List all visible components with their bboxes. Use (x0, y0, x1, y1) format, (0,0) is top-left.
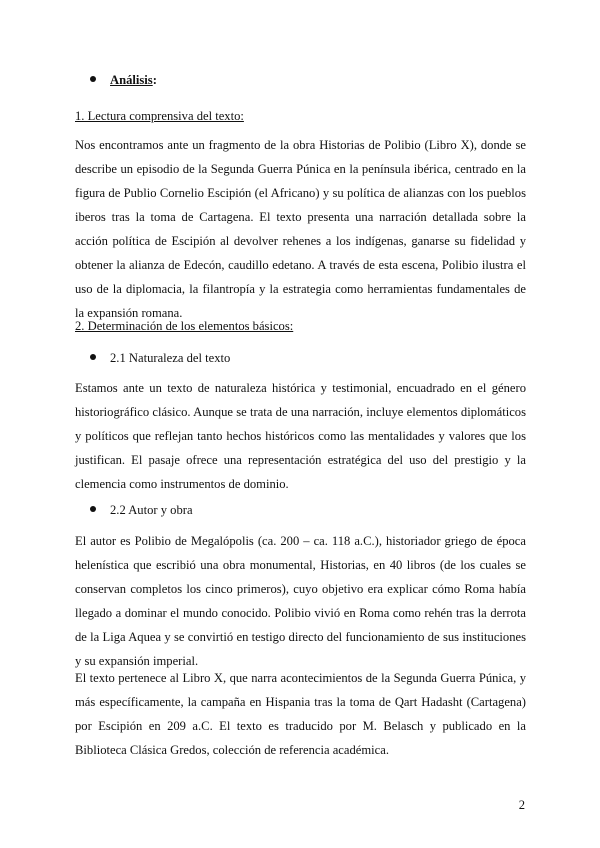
bullet-icon (90, 506, 96, 512)
section-1-title: 1. Lectura comprensiva del texto: (75, 109, 244, 123)
subsection-2-2-heading (90, 502, 193, 518)
subsection-2-1-label: 2.1 Naturaleza del texto (110, 351, 231, 365)
bullet-icon (90, 76, 96, 82)
subsection-2-2-paragraph-1: El autor es Polibio de Megalópolis (ca. 200 – ca. 118 a.C.), historiador griego de época helenística que escribió una obra monumental, Historias, en 40 libros (de los cuales se conservan completos los cinco primeros), cuyo objetivo era explicar cómo Roma había llegado a dominar el mundo conocido. Polibio vivió en Roma como rehén tras la derrota de la Liga Aquea y se convirtió en testigo directo del funcionamiento de sus instituciones y su expansión imperial. (75, 534, 526, 668)
bullet-icon (90, 354, 96, 360)
subsection-2-1-paragraph: Estamos ante un texto de naturaleza histórica y testimonial, encuadrado en el género historiográfico clásico. Aunque se trata de una narración, incluye elementos diplomáticos y políticos que reflejan tanto hechos históricos como las mentalidades y valores que los justifican. El pasaje ofrece una representación estratégica del uso del prestigio y la clemencia como instrumentos de dominio. (75, 381, 526, 491)
subsection-2-2-label: 2.2 Autor y obra (110, 503, 193, 517)
analysis-colon: : (152, 73, 157, 87)
page-number: 2 (518, 798, 525, 812)
section-1-paragraph: Nos encontramos ante un fragmento de la obra Historias de Polibio (Libro X), donde se describe un episodio de la Segunda Guerra Púnica en la península ibérica, centrado en la figura de Publio Cornelio Escipión (el Africano) y su política de alianzas con los pueblos iberos tras la toma de Cartagena. El texto presenta una narración detallada sobre la acción política de Escipión al devolver rehenes a los indígenas, ganarse su fidelidad y obtener la alianza de Edecón, caudillo edetano. A través de esta escena, Polibio ilustra el uso de la diplomacia, la filantropía y la estrategia como herramientas fundamentales de la expansión romana. (75, 138, 526, 320)
analysis-label: Análisis (110, 73, 153, 87)
subsection-2-1-heading (90, 350, 230, 366)
subsection-2-2-paragraph-2: El texto pertenece al Libro X, que narra acontecimientos de la Segunda Guerra Púnica, y más específicamente, la campaña en Hispania tras la toma de Qart Hadasht (Cartagena) por Escipión en 209 a.C. El texto es traducido por M. Belasch y publicado en la Biblioteca Clásica Gredos, colección de referencia académica. (75, 671, 526, 757)
section-2-title: 2. Determinación de los elementos básicos: (75, 319, 294, 333)
analysis-heading (90, 72, 157, 88)
